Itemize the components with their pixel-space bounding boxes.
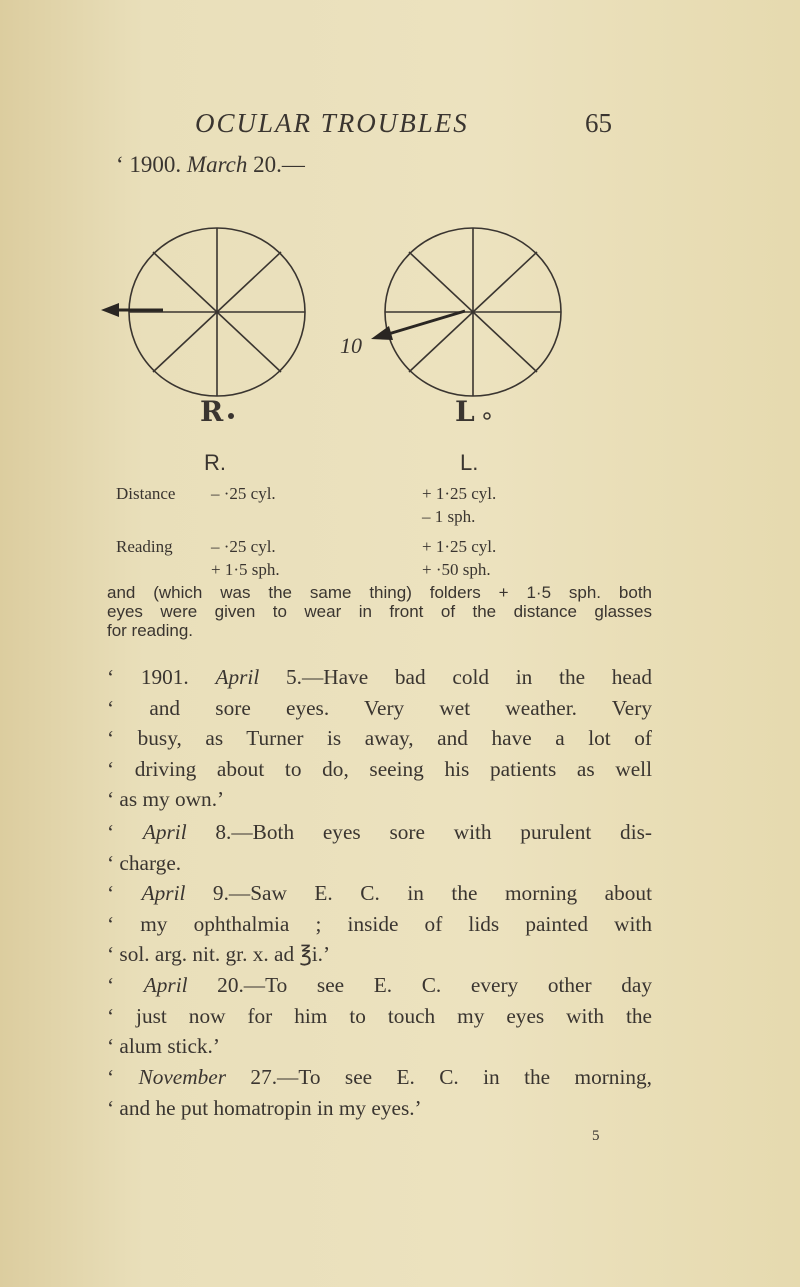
reading-right-2: + 1·5 sph. bbox=[211, 560, 280, 579]
dateline-prefix: ‘ 1900. bbox=[116, 152, 187, 177]
distance-right-1: – ·25 cyl. bbox=[211, 484, 276, 503]
entry-line: ‘ just now for him to touch my eyes with the bbox=[107, 1003, 652, 1028]
running-head bbox=[0, 108, 800, 148]
left-eye-chart bbox=[385, 228, 561, 396]
entry-1901-april-5 bbox=[107, 662, 652, 815]
reading-right-1: – ·25 cyl. bbox=[211, 537, 276, 556]
entry-line: ‘ as my own.’ bbox=[107, 787, 225, 811]
entry-line: ‘ and he put homatropin in my eyes.’ bbox=[107, 1095, 422, 1120]
entry-line: ‘ driving about to do, seeing his patients as well bbox=[107, 756, 652, 781]
signature-mark: 5 bbox=[592, 1128, 600, 1144]
entry-april-9 bbox=[107, 878, 652, 970]
reading-left-2: + ·50 sph. bbox=[422, 560, 491, 579]
distance-left-1: + 1·25 cyl. bbox=[422, 484, 497, 503]
entry-line: ‘ alum stick.’ bbox=[107, 1034, 220, 1058]
left-eye-symbol: L bbox=[455, 395, 475, 428]
entry-line: ‘ and sore eyes. Very wet weather. Very bbox=[107, 695, 652, 720]
right-axis-arrow bbox=[101, 303, 163, 317]
right-eye-chart bbox=[129, 228, 305, 396]
right-eye-dot bbox=[228, 413, 234, 419]
axis-label: 10 bbox=[340, 333, 362, 358]
left-eye-dot bbox=[484, 413, 490, 419]
right-eye-symbol: R bbox=[200, 395, 224, 428]
note-paragraph bbox=[107, 583, 652, 640]
entry-line: ‘ my ophthalmia ; inside of lids painted with bbox=[107, 911, 652, 936]
entry-april-20 bbox=[107, 970, 652, 1062]
dateline-suffix: 20.— bbox=[247, 152, 305, 177]
reading-left-1: + 1·25 cyl. bbox=[422, 537, 497, 556]
entry-april-8 bbox=[107, 817, 652, 878]
dateline bbox=[116, 152, 305, 178]
note-line: for reading. bbox=[107, 621, 193, 640]
distance-left-2: – 1 sph. bbox=[422, 507, 476, 526]
note-line: and (which was the same thing) folders + 1·5 sph. both bbox=[107, 583, 652, 602]
row-label-reading: Reading bbox=[116, 537, 173, 556]
row-label-distance: Distance bbox=[116, 484, 176, 503]
entry-line: ‘ April 20.—To see E. C. every other day bbox=[107, 973, 653, 997]
entry-line: ‘ sol. arg. nit. gr. x. ad ℥i.’ bbox=[107, 942, 331, 966]
entry-line: ‘ April 8.—Both eyes sore with purulent dis- bbox=[107, 820, 652, 844]
dateline-date: March bbox=[186, 152, 248, 177]
note-line: eyes were given to wear in front of the distance glasses bbox=[107, 602, 652, 621]
entry-line: ‘ April 9.—Saw E. C. in the morning about bbox=[107, 881, 652, 905]
entry-line: ‘ 1901. April 5.—Have bad cold in the head bbox=[107, 665, 652, 689]
entry-line: ‘ charge. bbox=[107, 850, 182, 875]
entry-line: ‘ busy, as Turner is away, and have a lot of bbox=[107, 726, 652, 750]
axis-diagram bbox=[95, 225, 575, 435]
entry-line: ‘ November 27.—To see E. C. in the morning, bbox=[107, 1065, 652, 1089]
eye-label-left: L. bbox=[460, 450, 479, 475]
running-title: OCULAR TROUBLES bbox=[195, 108, 469, 138]
eye-label-right: R. bbox=[204, 450, 226, 475]
page-number: 65 bbox=[585, 108, 612, 138]
entry-november-27 bbox=[107, 1062, 652, 1123]
